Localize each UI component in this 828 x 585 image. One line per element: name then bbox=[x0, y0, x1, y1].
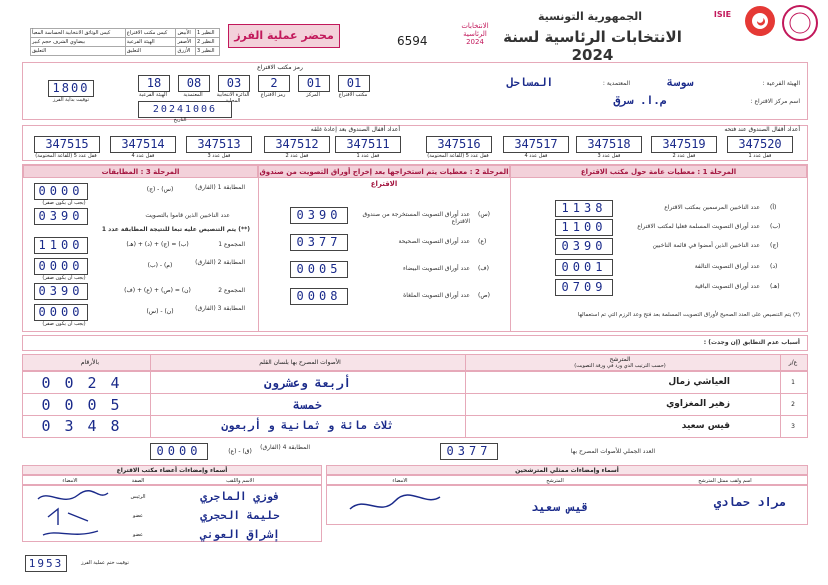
isie-logo bbox=[743, 4, 777, 38]
seal-value: 347511 bbox=[346, 137, 390, 151]
rep-signature-drawing bbox=[340, 487, 450, 523]
sum2-formula: (ن) = (ص) + (ع) + (ف) bbox=[124, 287, 191, 294]
sub-authority-value: سوسة bbox=[666, 76, 694, 89]
total-value: 0377 bbox=[446, 444, 492, 458]
stage1-digits: 0390 bbox=[561, 239, 607, 253]
m3-caption: (يجب أن يكون صفر) bbox=[42, 321, 86, 327]
stage1-value bbox=[555, 238, 613, 255]
col-divider bbox=[465, 354, 466, 438]
member-signatures-drawing bbox=[28, 487, 114, 541]
seal-caption: قفل عدد 3 bbox=[597, 153, 621, 159]
col-name-sub: (حسب الترتيب الذي ورد في ورقة التصويت) bbox=[574, 363, 666, 369]
candidate-name: العياشي زمال bbox=[668, 377, 730, 387]
seal-caption: قفل عدد 5 (للقاعة المختومة) bbox=[35, 153, 97, 159]
date-label: التاريخ bbox=[173, 117, 187, 123]
sum1-value-box bbox=[34, 237, 88, 254]
copy-color: الأبيض bbox=[176, 29, 196, 38]
end-time-box bbox=[25, 555, 67, 572]
copy-dest: كيس مكتب الاقتراع bbox=[125, 29, 176, 38]
stage1-note: (*) يتم التنصيص على العدد الصحيح لأوراق التصويت المسلمة بعد فتح وعد الرزم التي تم استعمالها bbox=[577, 312, 800, 318]
seal-after bbox=[264, 136, 330, 153]
m4-value: 0000 bbox=[156, 444, 202, 458]
seal-caption: قفل عدد 4 bbox=[524, 153, 548, 159]
voters-note: (**) يتم التنصيص عليه تبعا للنتيجة المطابقة عدد 1 bbox=[101, 226, 250, 233]
stage-divider bbox=[258, 165, 259, 331]
date-value: 20241006 bbox=[152, 104, 218, 115]
election-title: الانتخابات الرئاسية لسنة 2024 bbox=[503, 28, 682, 64]
sub-authority-label: الهيئة الفرعية : bbox=[762, 80, 800, 87]
stage2-digits: 0377 bbox=[296, 235, 342, 249]
office-code-center bbox=[298, 75, 330, 92]
col-words: الأصوات المصرح بها بلسان القلم bbox=[259, 359, 341, 366]
copy-line: النظير 3 bbox=[196, 47, 220, 56]
stage2-code: (ص) bbox=[478, 292, 490, 299]
seal-before bbox=[576, 136, 642, 153]
seal-caption: قفل عدد 1 bbox=[356, 153, 380, 159]
total-label: العدد الجملي للأصوات المصرح بها bbox=[570, 448, 655, 455]
sum2-value-box bbox=[34, 283, 88, 300]
seal-value: 347516 bbox=[437, 137, 481, 151]
seal-value: 347514 bbox=[121, 137, 165, 151]
members-col-role: الصفة bbox=[131, 478, 145, 484]
stage1-code: (د) bbox=[770, 263, 778, 270]
candidate-words: أربعة وعشرون bbox=[264, 376, 351, 390]
candidate-digits-box bbox=[35, 419, 140, 434]
copy-row bbox=[31, 38, 220, 47]
candidate-num: 3 bbox=[791, 423, 795, 430]
seal-value: 347515 bbox=[45, 137, 89, 151]
col-divider bbox=[780, 354, 781, 438]
seal-value: 347517 bbox=[514, 137, 558, 151]
member-role: عضو bbox=[133, 532, 143, 538]
start-time-box bbox=[48, 80, 94, 97]
stage3-header: المرحلة 3 : المطابقات bbox=[23, 165, 258, 178]
rep-candidate: قيس سعيد bbox=[531, 500, 589, 514]
stage1-digits: 1138 bbox=[561, 201, 607, 215]
stage1-value bbox=[555, 219, 613, 236]
col-digits: بالأرقام bbox=[80, 359, 100, 366]
sum1-label: المجموع 1 bbox=[218, 241, 245, 248]
stage2-digits: 0008 bbox=[296, 289, 342, 303]
m1-value: 0000 bbox=[38, 184, 84, 198]
stage2-digits: 0390 bbox=[296, 208, 342, 222]
stage1-label: عدد الناخبين المرسمين بمكتب الاقتراع bbox=[664, 204, 760, 211]
candidate-digits: 0024 bbox=[41, 374, 134, 392]
rep-name: مراد حمادي bbox=[713, 495, 787, 509]
member-name: حليمة الحجري bbox=[200, 509, 280, 522]
copy-desc: كيس الوثائق الانتخابية الحساسة المعبأ bbox=[31, 29, 126, 38]
copy-row bbox=[31, 47, 220, 56]
members-col-sig: الامضاء bbox=[62, 478, 78, 484]
stage1-code: (أ) bbox=[770, 204, 777, 211]
m3-label: المطابقة 3 (الفارق) bbox=[195, 305, 245, 312]
seal-caption: قفل عدد 2 bbox=[672, 153, 696, 159]
m4-formula-visible: (ع) - (ق) bbox=[228, 448, 252, 455]
candidate-digits-box bbox=[35, 398, 140, 413]
code-caption: الهيئة الفرعية bbox=[139, 92, 167, 98]
stage1-label: عدد أوراق التصويت الباقية bbox=[694, 283, 760, 290]
candidate-num: 2 bbox=[791, 401, 795, 408]
stage2-code: (س) bbox=[478, 211, 491, 218]
members-title: أسماء وإمضاءات أعضاء مكتب الاقتراع bbox=[116, 467, 228, 474]
sum2-value: 0390 bbox=[38, 284, 84, 298]
reps-col-cand: المترشح bbox=[546, 478, 564, 484]
stage1-label: عدد الناخبين الذين أمضوا في قائمة الناخبين bbox=[652, 242, 760, 249]
seal-value: 347513 bbox=[197, 137, 241, 151]
delegation-label: المعتمدية : bbox=[602, 80, 630, 87]
stage2-value bbox=[290, 234, 348, 251]
copy-line: النظير 1 bbox=[196, 29, 220, 38]
m2-caption: (يجب أن يكون صفر) bbox=[42, 275, 86, 281]
office-code-label: رمز مكتب الاقتراع bbox=[257, 64, 303, 71]
col-divider bbox=[150, 354, 151, 438]
copies-table bbox=[30, 28, 220, 56]
voters-label: عدد الناخبين الذين قاموا بالتصويت bbox=[145, 212, 230, 219]
office-code-digits: 01 bbox=[346, 76, 362, 90]
voters-value-box bbox=[34, 208, 88, 225]
office-code-circ bbox=[218, 75, 250, 92]
sum1-formula: (ب) = (ج) + (د) + (هـ) bbox=[126, 241, 189, 248]
office-code-office bbox=[338, 75, 370, 92]
m4-box bbox=[150, 443, 208, 460]
candidate-digits: 0005 bbox=[41, 396, 134, 414]
office-code-deleg bbox=[178, 75, 210, 92]
m3-value-box bbox=[34, 304, 88, 321]
m2-formula: (ب) - (م) bbox=[147, 262, 173, 269]
center-value: م.ا. سرق bbox=[613, 94, 667, 107]
copy-desc: بيضاوي الشرف حجم كبير bbox=[31, 38, 126, 47]
m1-value-box bbox=[34, 183, 88, 200]
seal-after bbox=[110, 136, 176, 153]
office-code-digits: 2 bbox=[270, 76, 278, 90]
office-code-subauth bbox=[138, 75, 170, 92]
stage1-value bbox=[555, 200, 613, 217]
stage1-digits: 0709 bbox=[561, 280, 607, 294]
candidate-digits: 0348 bbox=[41, 417, 134, 435]
seal-value: 347518 bbox=[587, 137, 631, 151]
stage1-code: (ج) bbox=[770, 242, 779, 249]
stage1-header: المرحلة 1 : معطيات عامة حول مكتب الاقتراع bbox=[510, 165, 807, 178]
end-time-label: توقيت ختم عملية الفرز bbox=[81, 560, 129, 566]
stage2-value bbox=[290, 261, 348, 278]
candidate-words: ثلاث مائة و ثمانية و أربعون bbox=[221, 419, 394, 432]
stage2-label: عدد أوراق التصويت الصحيحة bbox=[398, 238, 470, 245]
stage2-digits: 0005 bbox=[296, 262, 342, 276]
member-name: فوزي الماجري bbox=[200, 490, 280, 503]
reps-title: أسماء وإمضاءات ممثلي المترشحين bbox=[515, 467, 619, 474]
round-stamp-icon bbox=[781, 4, 819, 42]
office-code-digits: 08 bbox=[186, 76, 202, 90]
stage2-label: عدد أوراق التصويت البيضاء bbox=[402, 265, 470, 272]
seal-caption: قفل عدد 5 (للقاعة المختومة) bbox=[427, 153, 489, 159]
m3-formula: (س) - (ن) bbox=[146, 308, 174, 315]
seal-caption: قفل عدد 2 bbox=[285, 153, 309, 159]
doc-number: 6594 bbox=[397, 34, 428, 48]
seal-value: 347512 bbox=[275, 137, 319, 151]
end-time-value: 1953 bbox=[28, 557, 64, 570]
copy-row bbox=[31, 29, 220, 38]
code-caption: رمز الاقتراع bbox=[260, 92, 286, 98]
col-num: ع/ر bbox=[788, 359, 798, 366]
m1-formula: (ج) - (س) bbox=[146, 186, 174, 193]
stage2-header: المرحلة 2 : معطيات يتم استخراجها بعد إخراج أوراق التصويت من صندوق الاقتراع bbox=[258, 165, 510, 178]
sum1-value: 1100 bbox=[38, 238, 84, 252]
member-role: الرئيس bbox=[130, 494, 146, 500]
members-col-name: الاسم واللقب bbox=[226, 478, 254, 484]
delegation-value: المساحل bbox=[506, 76, 554, 89]
seals-after-label: أعداد أقفال الصندوق بعد إعادة غلقه bbox=[310, 126, 400, 133]
copy-color: الأزرق bbox=[176, 47, 196, 56]
seal-caption: قفل عدد 4 bbox=[131, 153, 155, 159]
stage1-code: (هـ) bbox=[770, 283, 780, 290]
stage2-code: (ع) bbox=[478, 238, 487, 245]
code-caption: مكتب الاقتراع bbox=[338, 92, 368, 98]
candidate-num: 1 bbox=[791, 379, 795, 386]
start-time-label: توقيت بداية الفرز bbox=[52, 97, 90, 103]
copy-desc: التعليق bbox=[31, 47, 126, 56]
candidate-digits-box bbox=[35, 376, 140, 391]
election-2024-logo: الانتخابات الرئاسية 2024 bbox=[461, 22, 489, 46]
stage-divider bbox=[510, 165, 511, 331]
seals-before-label: أعداد أقفال الصندوق عند فتحه bbox=[724, 126, 800, 133]
seal-after bbox=[335, 136, 401, 153]
stage1-label: عدد أوراق التصويت المسلمة فعليا لمكتب الاقتراع bbox=[637, 223, 760, 230]
office-code-digits: 03 bbox=[226, 76, 242, 90]
seal-caption: قفل عدد 3 bbox=[207, 153, 231, 159]
stage1-value bbox=[555, 279, 613, 296]
copy-dest: التعليق bbox=[125, 47, 176, 56]
isie-logo-text: ISIE bbox=[713, 10, 732, 19]
stage2-value bbox=[290, 288, 348, 305]
copy-line: النظير 2 bbox=[196, 38, 220, 47]
code-caption: المعتمدية bbox=[183, 92, 203, 98]
office-code-vote bbox=[258, 75, 290, 92]
stage1-label: عدد أوراق التصويت التالفة bbox=[694, 263, 760, 270]
republic-title: الجمهورية التونسية bbox=[537, 10, 643, 23]
candidate-name: قيس سعيد bbox=[681, 421, 730, 431]
seal-before bbox=[651, 136, 717, 153]
col-name: المترشح bbox=[609, 356, 631, 363]
office-code-digits: 01 bbox=[306, 76, 322, 90]
mismatch-label: أسباب عدم التطابق (إن وجدت) : bbox=[703, 339, 800, 346]
candidate-name: زهير المغزاوي bbox=[666, 399, 730, 409]
seal-before bbox=[727, 136, 793, 153]
reps-col-rep: اسم ولقب ممثل المترشح bbox=[698, 478, 752, 484]
m2-value-box bbox=[34, 258, 88, 275]
stage1-code: (ب) bbox=[770, 223, 781, 230]
stage2-code: (ف) bbox=[478, 265, 489, 272]
m4-label: المطابقة 4 (الفارق) bbox=[260, 444, 310, 451]
office-code-digits: 18 bbox=[146, 76, 162, 90]
candidate-words: خمسة bbox=[293, 398, 322, 412]
seal-value: 347520 bbox=[738, 137, 782, 151]
row-divider bbox=[22, 393, 808, 394]
stage2-label: عدد أوراق التصويت الملغاة bbox=[403, 292, 470, 299]
m1-caption: (يجب أن يكون صفر) bbox=[42, 200, 86, 206]
stage2-value bbox=[290, 207, 348, 224]
stage1-digits: 1100 bbox=[561, 220, 607, 234]
start-time-value: 1800 bbox=[52, 81, 90, 95]
m3-value: 0000 bbox=[38, 305, 84, 319]
seal-after bbox=[186, 136, 252, 153]
member-role: عضو bbox=[133, 513, 143, 519]
reps-col-sig: الامضاء bbox=[392, 478, 408, 484]
copy-dest: الهيئة الفرعية bbox=[125, 38, 176, 47]
rep-signature bbox=[340, 487, 450, 523]
stage1-digits: 0001 bbox=[561, 260, 607, 274]
seal-before bbox=[503, 136, 569, 153]
seal-caption: قفل عدد 1 bbox=[748, 153, 772, 159]
date-box bbox=[138, 101, 232, 118]
seal-before bbox=[426, 136, 492, 153]
row-divider bbox=[22, 415, 808, 416]
code-caption: الدائرة الانتخابية المحلية bbox=[216, 92, 250, 104]
form-title: محضر عملية الفرز bbox=[228, 24, 340, 48]
member-name: إشراق العوني bbox=[200, 528, 280, 541]
seal-value: 347519 bbox=[662, 137, 706, 151]
m1-label: المطابقة 1 (الفارق) bbox=[195, 184, 245, 191]
stamp-seal bbox=[781, 4, 819, 42]
center-label: اسم مركز الاقتراع : bbox=[750, 98, 800, 105]
code-caption: المركز bbox=[306, 92, 320, 98]
seal-after bbox=[34, 136, 100, 153]
copy-color: الأصفر bbox=[176, 38, 196, 47]
stage1-value bbox=[555, 259, 613, 276]
sum2-label: المجموع 2 bbox=[218, 287, 245, 294]
m2-value: 0000 bbox=[38, 259, 84, 273]
member-signature bbox=[28, 487, 114, 541]
m2-label: المطابقة 2 (الفارق) bbox=[195, 259, 245, 266]
total-box bbox=[440, 443, 498, 460]
voters-value: 0390 bbox=[38, 209, 84, 223]
stage2-label: عدد أوراق التصويت المستخرجة من صندوق الاقتراع bbox=[362, 211, 470, 225]
tunisia-emblem-icon bbox=[743, 4, 777, 38]
